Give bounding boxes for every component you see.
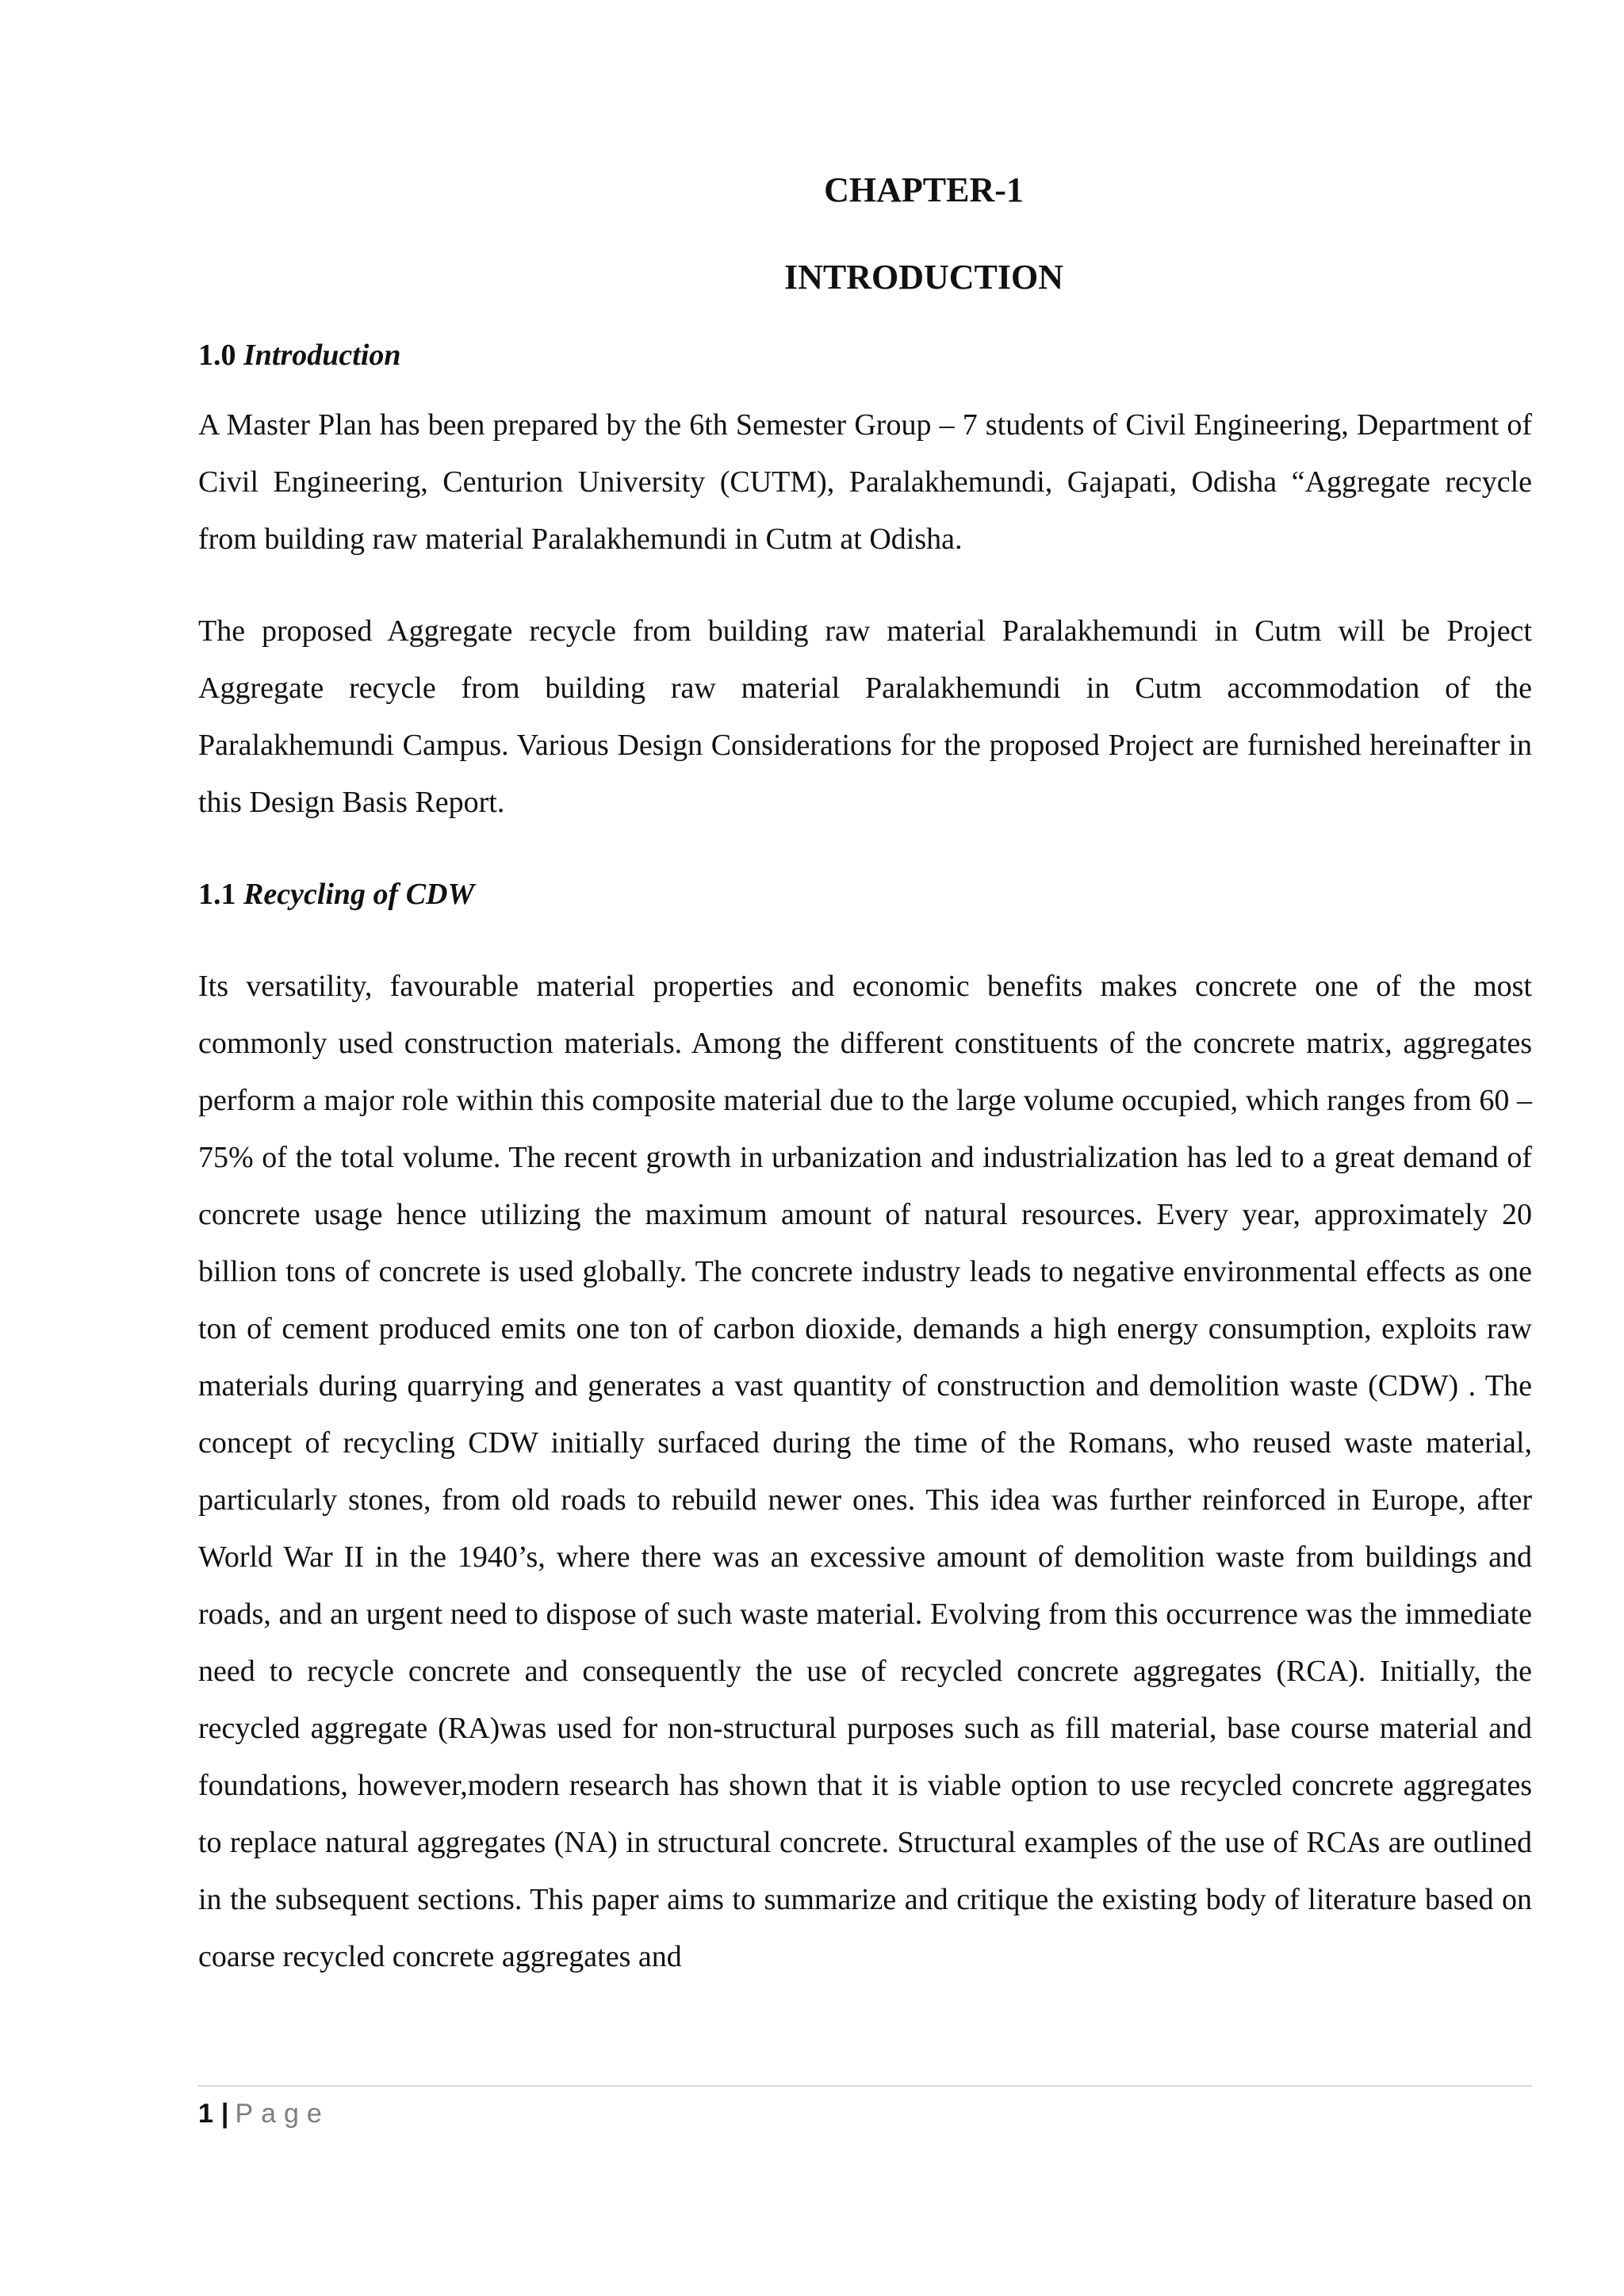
section-title: Recycling of CDW (243, 878, 475, 911)
page-content (198, 159, 1532, 1985)
paragraph-master-plan: A Master Plan has been prepared by the 6th Semester Group – 7 students of Civil Engineering, Department of Civil Engineering, Centurion University (CUTM), Paralakhemundi, Gajapati, Odisha “Aggregate recycle from building raw material Paralakhemundi in Cutm at Odisha. (198, 408, 1532, 556)
chapter-number-heading: CHAPTER-1 (824, 170, 1024, 209)
footer-divider (198, 2085, 1532, 2087)
section-number: 1.0 (198, 339, 236, 372)
section-heading-recycling-of-cdw (198, 866, 1532, 923)
paragraph-recycling-of-cdw: Its versatility, favourable material properties and economic benefits makes concrete one of the most commonly used construction materials. Among the different constituents of the concrete matrix, aggregates perform a major role within this composite material due to the large volume occupied, which ranges from 60 – 75% of the total volume. The recent growth in urbanization and industrialization has led to a great demand of concrete usage hence utilizing the maximum amount of natural resources. Every year, approximately 20 billion tons of concrete is used globally. The concrete industry leads to negative environmental effects as one ton of cement produced emits one ton of carbon dioxide, demands a high energy consumption, exploits raw materials during quarrying and generates a vast quantity of construction and demolition waste (CDW) . The concept of recycling CDW initially surfaced during the time of the Romans, who reused waste material, particularly stones, from old roads to rebuild newer ones. This idea was further reinforced in Europe, after World War II in the 1940’s, where there was an excessive amount of demolition waste from buildings and roads, and an urgent need to dispose of such waste material. Evolving from this occurrence was the immediate need to recycle concrete and consequently the use of recycled concrete aggregates (RCA). Initially, the recycled aggregate (RA)was used for non-structural purposes such as fill material, base course material and foundations, however,modern research has shown that it is viable option to use recycled concrete aggregates to replace natural aggregates (NA) in structural concrete. Structural examples of the use of RCAs are outlined in the subsequent sections. This paper aims to summarize and critique the existing body of literature based on coarse recycled concrete aggregates and (198, 970, 1532, 1973)
chapter-title-heading: INTRODUCTION (783, 258, 1064, 297)
section-heading-introduction (198, 327, 1532, 384)
page-number-separator: | (220, 2099, 229, 2129)
section-title: Introduction (243, 339, 401, 372)
paragraph-proposed-project: The proposed Aggregate recycle from building raw material Paralakhemundi in Cutm will be Project Aggregate recycle from building raw material Paralakhemundi in Cutm accommodation of the Paralakhemundi Campus. Various Design Considerations for the proposed Project are furnished hereinafter in this Design Basis Report. (198, 614, 1532, 819)
page-footer (198, 2096, 330, 2131)
page-number: 1 (198, 2099, 213, 2129)
page-label: Page (235, 2099, 330, 2129)
section-number: 1.1 (198, 878, 236, 911)
